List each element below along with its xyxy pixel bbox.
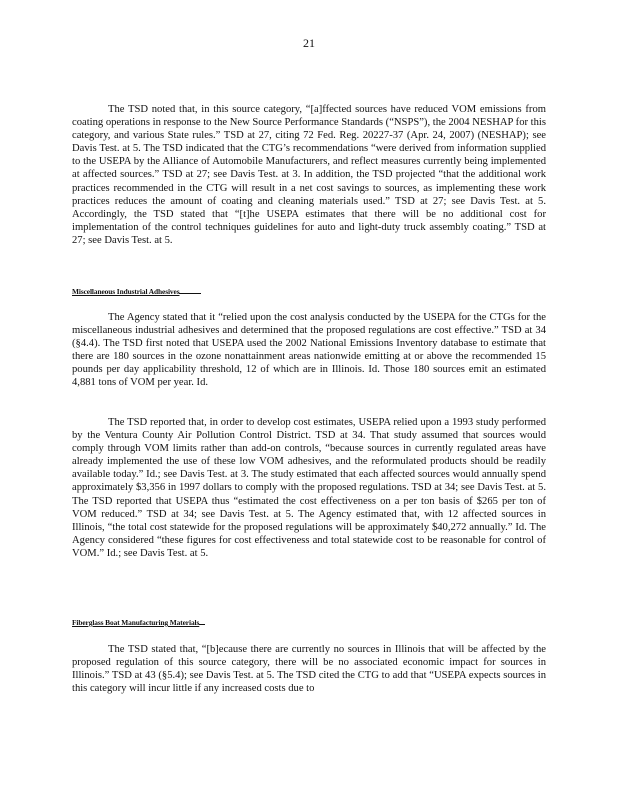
section-heading-miscellaneous-industrial-adhesives: [72, 287, 201, 296]
paragraph-fiberglass-boat-economic-impact: The TSD stated that, “[b]ecause there are currently no sources in Illinois that will be affected by the proposed regulation of this source category, there will be no associated economic impact for sources in Illinois.” TSD at 43 (§5.4); see Davis Test. at 5. The TSD cited the CTG to add that “USEPA expects sources in this category will incur little if any increased costs due to: [72, 644, 546, 695]
heading-underline-rule: [199, 623, 205, 625]
paragraph-adhesives-cost-analysis: The Agency stated that it “relied upon the cost analysis conducted by the USEPA for the CTGs for the miscellaneous industrial adhesives and determined that the proposed regulations are cost effective.” TSD at 34 (§4.4). The TSD first noted that USEPA used the 2002 National Emissions Inventory database to estimate that there are 180 sources in the ozone nonattainment areas nationwide emitting at or above the recommended 15 pounds per day applicability threshold, 12 of which are in Illinois. Id. Those 180 sources emit an estimated 4,881 tons of VOM per year. Id.: [72, 312, 546, 389]
section-heading-fiberglass-boat-manufacturing: [72, 618, 205, 627]
paragraph-adhesives-cost-estimates: The TSD reported that, in order to develop cost estimates, USEPA relied upon a 1993 study performed by the Ventura County Air Pollution Control District. TSD at 34. That study assumed that sources would comply through VOM limits rather than add-on controls, “because sources in currently regulated areas have already implemented the use of these low VOM adhesives, and the reformulated products should be readily available today.” Id.; see Davis Test. at 3. The study estimated that each affected sources would annually spend approximately $3,356 in 1997 dollars to comply with the proposed regulations. TSD at 34; see Davis Test. at 5. The TSD reported that USEPA thus “estimated the cost effectiveness on a per ton basis of $265 per ton of VOM reduced.” TSD at 34; see Davis Test. at 5. The Agency estimated that, with 12 affected sources in Illinois, “the total cost statewide for the proposed regulations will be approximately $40,272 annually.” Id. The Agency considered “these figures for cost effectiveness and total statewide cost to be reasonable for control of VOM.” Id.; see Davis Test. at 5.: [72, 417, 546, 559]
page-number: 21: [303, 36, 315, 50]
section-heading-text: Miscellaneous Industrial Adhesives: [72, 287, 180, 296]
heading-underline-rule: [179, 292, 201, 294]
paragraph-auto-light-duty-truck-costs: The TSD noted that, in this source category, “[a]ffected sources have reduced VOM emissions from coating operations in response to the New Source Performance Standards (“NSPS”), the 2004 NESHAP for this category, and various State rules.” TSD at 27, citing 72 Fed. Reg. 20227-37 (Apr. 24, 2007) (NESHAP); see Davis Test. at 5. The TSD indicated that the CTG’s recommendations “were derived from information supplied to the USEPA by the Alliance of Automobile Manufacturers, and reflect measures currently being implemented at affected sources.” TSD at 27; see Davis Test. at 3. In addition, the TSD projected “that the additional work practices recommended in the CTG will result in a net cost savings to sources, as implementing these work practices reduces the amount of coating and cleaning materials used.” TSD at 27; see Davis Test. at 5. Accordingly, the TSD stated that “[t]he USEPA estimates that there will be no additional cost for implementation of the control techniques guidelines for auto and light-duty truck assembly coating.” TSD at 27; see Davis Test. at 5.: [72, 104, 546, 246]
section-heading-text: Fiberglass Boat Manufacturing Materials: [72, 618, 200, 627]
